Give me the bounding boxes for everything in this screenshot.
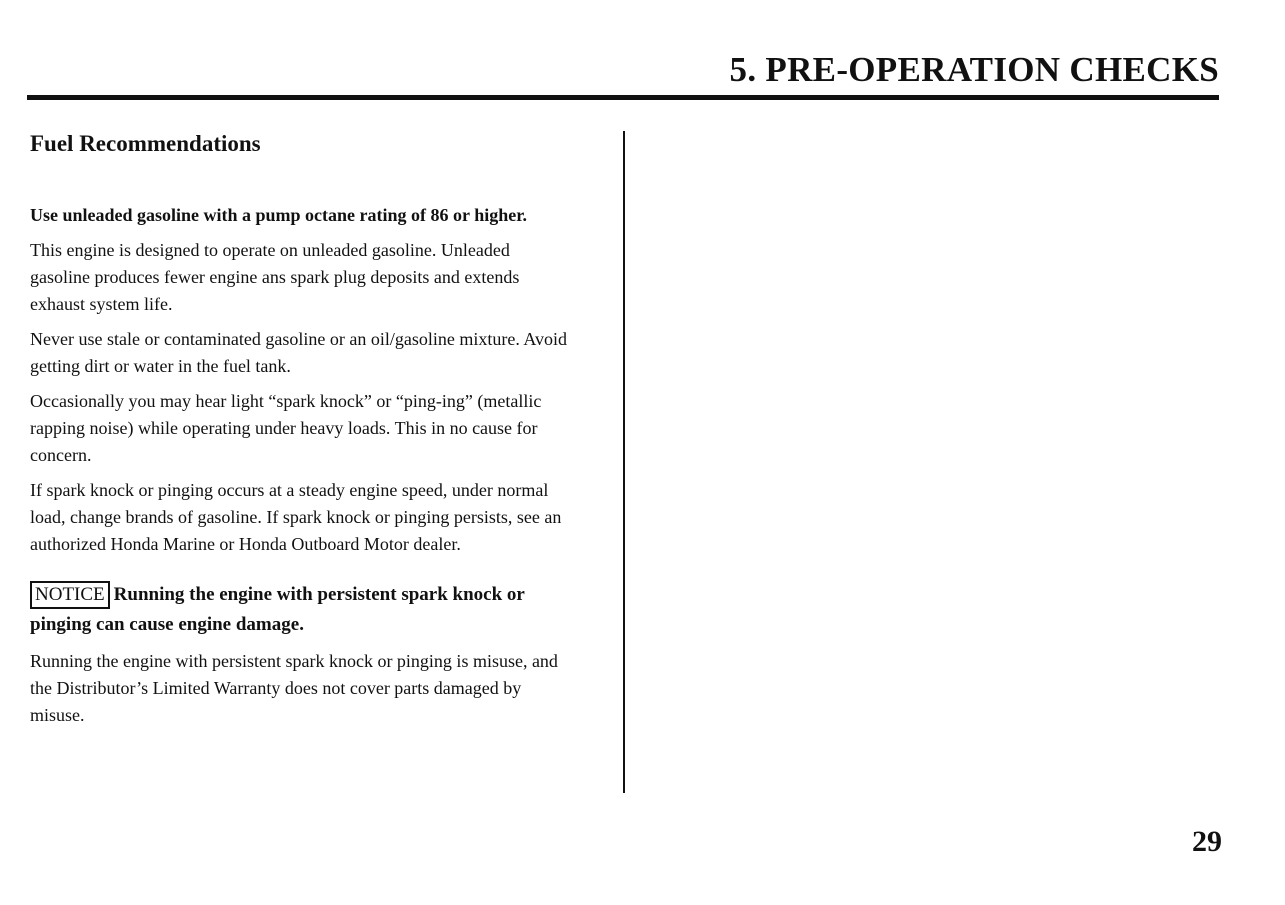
paragraph-dealer: If spark knock or pinging occurs at a steady engine speed, under normal load, change brands of gasoline. If spark knock or pinging persists, see an authorized Honda Marine or Honda Outboard Motor dealer. [30,480,562,554]
header-rule [27,95,1219,100]
paragraph-stale-fuel: Never use stale or contaminated gasoline or an oil/gasoline mixture. Avoid getting dirt or water in the fuel tank. [30,329,568,376]
notice-label: NOTICE [30,581,110,609]
chapter-title: 5. PRE-OPERATION CHECKS [729,50,1219,89]
notice-block [30,580,570,640]
notice-text: Running the engine with persistent spark knock or pinging can cause engine damage. [30,584,525,635]
section-heading: Fuel Recommendations [30,131,261,156]
paragraph-unleaded: This engine is designed to operate on unleaded gasoline. Unleaded gasoline produces fewer engine ans spark plug deposits and extends exhaust system life. [30,240,520,314]
fuel-recommendations-section [30,130,570,737]
paragraph-spark-knock: Occasionally you may hear light “spark knock” or “ping-ing” (metallic rapping noise) while operating under heavy loads. This in no cause for concern. [30,391,542,465]
column-divider [623,131,625,793]
page-number: 29 [1192,825,1222,858]
paragraph-warranty: Running the engine with persistent spark knock or pinging is misuse, and the Distributor’s Limited Warranty does not cover parts damaged by misuse. [30,651,558,725]
octane-requirement: Use unleaded gasoline with a pump octane rating of 86 or higher. [30,205,528,225]
